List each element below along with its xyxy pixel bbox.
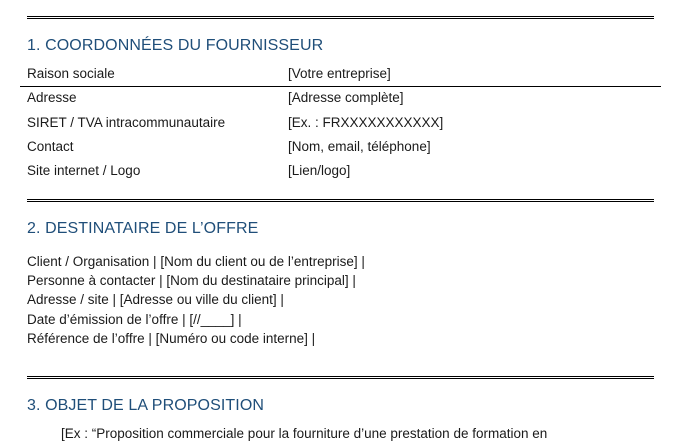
section-1-divider xyxy=(27,16,654,19)
row-value: [Ex. : FRXXXXXXXXXXX] xyxy=(288,115,444,130)
recipient-line-client: Client / Organisation | [Nom du client ou de l’entreprise] | xyxy=(27,254,365,269)
supplier-row-website xyxy=(27,163,661,183)
row-value: [Nom, email, téléphone] xyxy=(288,139,431,154)
supplier-row-siret xyxy=(27,115,661,135)
recipient-line-date: Date d’émission de l’offre | [//____] | xyxy=(27,312,242,327)
section-3-divider xyxy=(27,376,654,379)
row-label: SIRET / TVA intracommunautaire xyxy=(27,115,226,130)
row-label: Site internet / Logo xyxy=(27,163,141,178)
row-label: Adresse xyxy=(27,90,77,105)
row-value: [Votre entreprise] xyxy=(288,66,391,81)
section-2-divider xyxy=(27,199,654,202)
row-label: Raison sociale xyxy=(27,66,115,81)
recipient-line-reference: Référence de l’offre | [Numéro ou code interne] | xyxy=(27,331,316,346)
section-1-heading: 1. COORDONNÉES DU FOURNISSEUR xyxy=(27,37,324,54)
supplier-row-address xyxy=(27,90,661,110)
recipient-line-contact: Personne à contacter | [Nom du destinataire principal] | xyxy=(27,273,356,288)
supplier-row-contact xyxy=(27,139,661,159)
row-value: [Adresse complète] xyxy=(288,90,404,105)
recipient-line-address: Adresse / site | [Adresse ou ville du client] | xyxy=(27,292,284,307)
proposal-object-text: [Ex : “Proposition commerciale pour la fourniture d’une prestation de formation en xyxy=(61,426,548,441)
supplier-row-company xyxy=(27,66,661,86)
row-value: [Lien/logo] xyxy=(288,163,351,178)
section-2-heading: 2. DESTINATAIRE DE L’OFFRE xyxy=(27,220,259,237)
table-header-separator xyxy=(20,86,661,87)
row-label: Contact xyxy=(27,139,74,154)
section-3-heading: 3. OBJET DE LA PROPOSITION xyxy=(27,397,265,414)
